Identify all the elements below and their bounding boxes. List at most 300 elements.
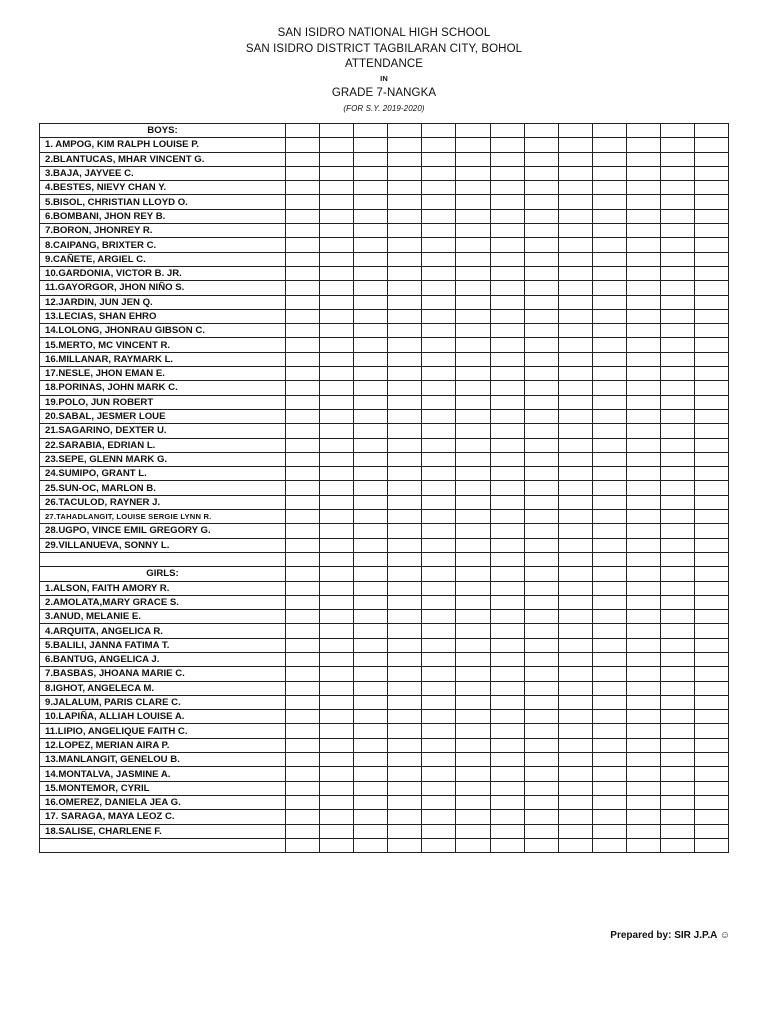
attendance-cell[interactable]	[388, 181, 422, 195]
attendance-cell[interactable]	[490, 166, 524, 180]
attendance-cell[interactable]	[320, 124, 354, 138]
attendance-cell[interactable]	[695, 409, 729, 423]
attendance-cell[interactable]	[388, 595, 422, 609]
attendance-cell[interactable]	[661, 266, 695, 280]
attendance-cell[interactable]	[388, 638, 422, 652]
attendance-cell[interactable]	[320, 695, 354, 709]
attendance-cell[interactable]	[558, 124, 592, 138]
attendance-cell[interactable]	[524, 452, 558, 466]
attendance-cell[interactable]	[490, 367, 524, 381]
attendance-cell[interactable]	[422, 209, 456, 223]
attendance-cell[interactable]	[320, 738, 354, 752]
attendance-cell[interactable]	[354, 567, 388, 581]
attendance-cell[interactable]	[354, 753, 388, 767]
attendance-cell[interactable]	[490, 467, 524, 481]
attendance-cell[interactable]	[320, 166, 354, 180]
attendance-cell[interactable]	[286, 438, 320, 452]
attendance-cell[interactable]	[286, 224, 320, 238]
attendance-cell[interactable]	[558, 181, 592, 195]
attendance-cell[interactable]	[320, 795, 354, 809]
attendance-cell[interactable]	[661, 652, 695, 666]
attendance-cell[interactable]	[320, 781, 354, 795]
attendance-cell[interactable]	[592, 781, 626, 795]
attendance-cell[interactable]	[320, 266, 354, 280]
attendance-cell[interactable]	[354, 467, 388, 481]
attendance-cell[interactable]	[524, 195, 558, 209]
attendance-cell[interactable]	[490, 152, 524, 166]
attendance-cell[interactable]	[626, 252, 660, 266]
attendance-cell[interactable]	[388, 581, 422, 595]
attendance-cell[interactable]	[490, 209, 524, 223]
attendance-cell[interactable]	[354, 266, 388, 280]
attendance-cell[interactable]	[388, 352, 422, 366]
attendance-cell[interactable]	[320, 824, 354, 838]
attendance-cell[interactable]	[456, 724, 490, 738]
attendance-cell[interactable]	[490, 352, 524, 366]
attendance-cell[interactable]	[592, 638, 626, 652]
attendance-cell[interactable]	[286, 624, 320, 638]
attendance-cell[interactable]	[422, 424, 456, 438]
attendance-cell[interactable]	[626, 781, 660, 795]
attendance-cell[interactable]	[456, 324, 490, 338]
attendance-cell[interactable]	[286, 467, 320, 481]
attendance-cell[interactable]	[320, 481, 354, 495]
attendance-cell[interactable]	[388, 681, 422, 695]
attendance-cell[interactable]	[524, 281, 558, 295]
attendance-cell[interactable]	[626, 409, 660, 423]
attendance-cell[interactable]	[695, 695, 729, 709]
attendance-cell[interactable]	[524, 467, 558, 481]
attendance-cell[interactable]	[286, 124, 320, 138]
attendance-cell[interactable]	[286, 381, 320, 395]
attendance-cell[interactable]	[626, 195, 660, 209]
attendance-cell[interactable]	[524, 795, 558, 809]
attendance-cell[interactable]	[626, 652, 660, 666]
attendance-cell[interactable]	[286, 724, 320, 738]
attendance-cell[interactable]	[456, 810, 490, 824]
attendance-cell[interactable]	[626, 538, 660, 552]
attendance-cell[interactable]	[286, 753, 320, 767]
attendance-cell[interactable]	[490, 510, 524, 524]
attendance-cell[interactable]	[354, 738, 388, 752]
attendance-cell[interactable]	[456, 667, 490, 681]
attendance-cell[interactable]	[422, 767, 456, 781]
attendance-cell[interactable]	[286, 795, 320, 809]
attendance-cell[interactable]	[388, 624, 422, 638]
attendance-cell[interactable]	[695, 281, 729, 295]
attendance-cell[interactable]	[422, 181, 456, 195]
attendance-cell[interactable]	[661, 381, 695, 395]
attendance-cell[interactable]	[592, 624, 626, 638]
attendance-cell[interactable]	[354, 238, 388, 252]
attendance-cell[interactable]	[490, 138, 524, 152]
attendance-cell[interactable]	[388, 753, 422, 767]
attendance-cell[interactable]	[592, 281, 626, 295]
attendance-cell[interactable]	[695, 824, 729, 838]
attendance-cell[interactable]	[388, 538, 422, 552]
attendance-cell[interactable]	[456, 552, 490, 566]
attendance-cell[interactable]	[661, 395, 695, 409]
attendance-cell[interactable]	[592, 810, 626, 824]
attendance-cell[interactable]	[524, 567, 558, 581]
attendance-cell[interactable]	[592, 767, 626, 781]
attendance-cell[interactable]	[388, 652, 422, 666]
attendance-cell[interactable]	[661, 138, 695, 152]
attendance-cell[interactable]	[524, 424, 558, 438]
attendance-cell[interactable]	[695, 667, 729, 681]
attendance-cell[interactable]	[558, 352, 592, 366]
attendance-cell[interactable]	[626, 138, 660, 152]
attendance-cell[interactable]	[320, 724, 354, 738]
attendance-cell[interactable]	[490, 438, 524, 452]
attendance-cell[interactable]	[524, 838, 558, 852]
attendance-cell[interactable]	[422, 438, 456, 452]
attendance-cell[interactable]	[695, 138, 729, 152]
attendance-cell[interactable]	[626, 295, 660, 309]
attendance-cell[interactable]	[695, 309, 729, 323]
attendance-cell[interactable]	[695, 338, 729, 352]
attendance-cell[interactable]	[592, 724, 626, 738]
attendance-cell[interactable]	[286, 452, 320, 466]
attendance-cell[interactable]	[286, 395, 320, 409]
attendance-cell[interactable]	[456, 209, 490, 223]
attendance-cell[interactable]	[320, 595, 354, 609]
attendance-cell[interactable]	[524, 352, 558, 366]
attendance-cell[interactable]	[388, 567, 422, 581]
attendance-cell[interactable]	[320, 810, 354, 824]
attendance-cell[interactable]	[558, 838, 592, 852]
attendance-cell[interactable]	[558, 753, 592, 767]
attendance-cell[interactable]	[456, 438, 490, 452]
attendance-cell[interactable]	[422, 381, 456, 395]
attendance-cell[interactable]	[490, 252, 524, 266]
attendance-cell[interactable]	[695, 438, 729, 452]
attendance-cell[interactable]	[661, 409, 695, 423]
attendance-cell[interactable]	[524, 510, 558, 524]
attendance-cell[interactable]	[592, 581, 626, 595]
attendance-cell[interactable]	[354, 710, 388, 724]
attendance-cell[interactable]	[422, 224, 456, 238]
attendance-cell[interactable]	[626, 309, 660, 323]
attendance-cell[interactable]	[354, 767, 388, 781]
attendance-cell[interactable]	[695, 724, 729, 738]
attendance-cell[interactable]	[524, 738, 558, 752]
attendance-cell[interactable]	[695, 738, 729, 752]
attendance-cell[interactable]	[388, 824, 422, 838]
attendance-cell[interactable]	[661, 581, 695, 595]
attendance-cell[interactable]	[286, 538, 320, 552]
attendance-cell[interactable]	[456, 710, 490, 724]
attendance-cell[interactable]	[695, 753, 729, 767]
attendance-cell[interactable]	[456, 824, 490, 838]
attendance-cell[interactable]	[456, 781, 490, 795]
attendance-cell[interactable]	[490, 810, 524, 824]
attendance-cell[interactable]	[695, 838, 729, 852]
attendance-cell[interactable]	[558, 152, 592, 166]
attendance-cell[interactable]	[490, 481, 524, 495]
attendance-cell[interactable]	[422, 281, 456, 295]
attendance-cell[interactable]	[626, 438, 660, 452]
attendance-cell[interactable]	[388, 795, 422, 809]
attendance-cell[interactable]	[661, 424, 695, 438]
attendance-cell[interactable]	[661, 710, 695, 724]
attendance-cell[interactable]	[558, 224, 592, 238]
attendance-cell[interactable]	[422, 552, 456, 566]
attendance-cell[interactable]	[320, 309, 354, 323]
attendance-cell[interactable]	[456, 309, 490, 323]
attendance-cell[interactable]	[354, 595, 388, 609]
attendance-cell[interactable]	[354, 252, 388, 266]
attendance-cell[interactable]	[286, 338, 320, 352]
attendance-cell[interactable]	[286, 652, 320, 666]
attendance-cell[interactable]	[490, 381, 524, 395]
attendance-cell[interactable]	[422, 495, 456, 509]
attendance-cell[interactable]	[320, 838, 354, 852]
attendance-cell[interactable]	[320, 281, 354, 295]
attendance-cell[interactable]	[286, 324, 320, 338]
attendance-cell[interactable]	[286, 152, 320, 166]
attendance-cell[interactable]	[695, 467, 729, 481]
attendance-cell[interactable]	[422, 367, 456, 381]
attendance-cell[interactable]	[524, 724, 558, 738]
attendance-cell[interactable]	[558, 710, 592, 724]
attendance-cell[interactable]	[388, 738, 422, 752]
attendance-cell[interactable]	[354, 795, 388, 809]
attendance-cell[interactable]	[695, 567, 729, 581]
attendance-cell[interactable]	[490, 195, 524, 209]
attendance-cell[interactable]	[320, 510, 354, 524]
attendance-cell[interactable]	[286, 424, 320, 438]
attendance-cell[interactable]	[388, 381, 422, 395]
attendance-cell[interactable]	[388, 510, 422, 524]
attendance-cell[interactable]	[456, 610, 490, 624]
attendance-cell[interactable]	[456, 681, 490, 695]
attendance-cell[interactable]	[422, 395, 456, 409]
attendance-cell[interactable]	[456, 381, 490, 395]
attendance-cell[interactable]	[490, 266, 524, 280]
attendance-cell[interactable]	[388, 610, 422, 624]
attendance-cell[interactable]	[524, 495, 558, 509]
attendance-cell[interactable]	[456, 524, 490, 538]
attendance-cell[interactable]	[524, 438, 558, 452]
attendance-cell[interactable]	[456, 638, 490, 652]
attendance-cell[interactable]	[320, 452, 354, 466]
attendance-cell[interactable]	[354, 824, 388, 838]
attendance-cell[interactable]	[558, 209, 592, 223]
attendance-cell[interactable]	[388, 367, 422, 381]
attendance-cell[interactable]	[490, 495, 524, 509]
attendance-cell[interactable]	[286, 295, 320, 309]
attendance-cell[interactable]	[320, 152, 354, 166]
attendance-cell[interactable]	[661, 166, 695, 180]
attendance-cell[interactable]	[422, 695, 456, 709]
attendance-cell[interactable]	[286, 595, 320, 609]
attendance-cell[interactable]	[320, 710, 354, 724]
attendance-cell[interactable]	[524, 481, 558, 495]
attendance-cell[interactable]	[490, 395, 524, 409]
attendance-cell[interactable]	[524, 753, 558, 767]
attendance-cell[interactable]	[320, 252, 354, 266]
attendance-cell[interactable]	[626, 824, 660, 838]
attendance-cell[interactable]	[558, 581, 592, 595]
attendance-cell[interactable]	[456, 753, 490, 767]
attendance-cell[interactable]	[354, 224, 388, 238]
attendance-cell[interactable]	[490, 724, 524, 738]
attendance-cell[interactable]	[422, 166, 456, 180]
attendance-cell[interactable]	[388, 710, 422, 724]
attendance-cell[interactable]	[388, 552, 422, 566]
attendance-cell[interactable]	[558, 652, 592, 666]
attendance-cell[interactable]	[456, 367, 490, 381]
attendance-cell[interactable]	[592, 595, 626, 609]
attendance-cell[interactable]	[524, 166, 558, 180]
attendance-cell[interactable]	[626, 481, 660, 495]
attendance-cell[interactable]	[354, 681, 388, 695]
attendance-cell[interactable]	[661, 181, 695, 195]
attendance-cell[interactable]	[456, 452, 490, 466]
attendance-cell[interactable]	[592, 795, 626, 809]
attendance-cell[interactable]	[456, 695, 490, 709]
attendance-cell[interactable]	[456, 495, 490, 509]
attendance-cell[interactable]	[490, 524, 524, 538]
attendance-cell[interactable]	[695, 552, 729, 566]
attendance-cell[interactable]	[661, 510, 695, 524]
attendance-cell[interactable]	[388, 452, 422, 466]
attendance-cell[interactable]	[286, 767, 320, 781]
attendance-cell[interactable]	[524, 324, 558, 338]
attendance-cell[interactable]	[558, 624, 592, 638]
attendance-cell[interactable]	[661, 367, 695, 381]
attendance-cell[interactable]	[661, 324, 695, 338]
attendance-cell[interactable]	[592, 681, 626, 695]
attendance-cell[interactable]	[422, 124, 456, 138]
attendance-cell[interactable]	[456, 538, 490, 552]
attendance-cell[interactable]	[695, 238, 729, 252]
attendance-cell[interactable]	[558, 638, 592, 652]
attendance-cell[interactable]	[422, 138, 456, 152]
attendance-cell[interactable]	[422, 824, 456, 838]
attendance-cell[interactable]	[388, 695, 422, 709]
attendance-cell[interactable]	[695, 452, 729, 466]
attendance-cell[interactable]	[388, 138, 422, 152]
attendance-cell[interactable]	[388, 224, 422, 238]
attendance-cell[interactable]	[524, 767, 558, 781]
attendance-cell[interactable]	[320, 395, 354, 409]
attendance-cell[interactable]	[695, 152, 729, 166]
attendance-cell[interactable]	[592, 567, 626, 581]
attendance-cell[interactable]	[661, 338, 695, 352]
attendance-cell[interactable]	[626, 209, 660, 223]
attendance-cell[interactable]	[592, 381, 626, 395]
attendance-cell[interactable]	[456, 624, 490, 638]
attendance-cell[interactable]	[626, 667, 660, 681]
attendance-cell[interactable]	[558, 166, 592, 180]
attendance-cell[interactable]	[286, 510, 320, 524]
attendance-cell[interactable]	[354, 338, 388, 352]
attendance-cell[interactable]	[695, 424, 729, 438]
attendance-cell[interactable]	[626, 595, 660, 609]
attendance-cell[interactable]	[490, 767, 524, 781]
attendance-cell[interactable]	[354, 295, 388, 309]
attendance-cell[interactable]	[626, 452, 660, 466]
attendance-cell[interactable]	[524, 710, 558, 724]
attendance-cell[interactable]	[558, 824, 592, 838]
attendance-cell[interactable]	[558, 567, 592, 581]
attendance-cell[interactable]	[626, 266, 660, 280]
attendance-cell[interactable]	[661, 667, 695, 681]
attendance-cell[interactable]	[661, 195, 695, 209]
attendance-cell[interactable]	[592, 652, 626, 666]
attendance-cell[interactable]	[558, 266, 592, 280]
attendance-cell[interactable]	[422, 352, 456, 366]
attendance-cell[interactable]	[456, 138, 490, 152]
attendance-cell[interactable]	[320, 624, 354, 638]
attendance-cell[interactable]	[661, 467, 695, 481]
attendance-cell[interactable]	[320, 638, 354, 652]
attendance-cell[interactable]	[354, 810, 388, 824]
attendance-cell[interactable]	[286, 266, 320, 280]
attendance-cell[interactable]	[490, 781, 524, 795]
attendance-cell[interactable]	[626, 753, 660, 767]
attendance-cell[interactable]	[422, 481, 456, 495]
attendance-cell[interactable]	[524, 252, 558, 266]
attendance-cell[interactable]	[592, 195, 626, 209]
attendance-cell[interactable]	[592, 138, 626, 152]
attendance-cell[interactable]	[626, 395, 660, 409]
attendance-cell[interactable]	[661, 252, 695, 266]
attendance-cell[interactable]	[524, 681, 558, 695]
attendance-cell[interactable]	[354, 381, 388, 395]
attendance-cell[interactable]	[490, 695, 524, 709]
attendance-cell[interactable]	[456, 567, 490, 581]
attendance-cell[interactable]	[558, 452, 592, 466]
attendance-cell[interactable]	[456, 767, 490, 781]
attendance-cell[interactable]	[388, 209, 422, 223]
attendance-cell[interactable]	[388, 767, 422, 781]
attendance-cell[interactable]	[422, 152, 456, 166]
attendance-cell[interactable]	[592, 838, 626, 852]
attendance-cell[interactable]	[661, 438, 695, 452]
attendance-cell[interactable]	[558, 795, 592, 809]
attendance-cell[interactable]	[286, 781, 320, 795]
attendance-cell[interactable]	[524, 824, 558, 838]
attendance-cell[interactable]	[320, 295, 354, 309]
attendance-cell[interactable]	[524, 381, 558, 395]
attendance-cell[interactable]	[422, 324, 456, 338]
attendance-cell[interactable]	[490, 538, 524, 552]
attendance-cell[interactable]	[354, 452, 388, 466]
attendance-cell[interactable]	[695, 181, 729, 195]
attendance-cell[interactable]	[320, 338, 354, 352]
attendance-cell[interactable]	[626, 695, 660, 709]
attendance-cell[interactable]	[592, 152, 626, 166]
attendance-cell[interactable]	[695, 495, 729, 509]
attendance-cell[interactable]	[354, 166, 388, 180]
attendance-cell[interactable]	[388, 524, 422, 538]
attendance-cell[interactable]	[524, 409, 558, 423]
attendance-cell[interactable]	[592, 338, 626, 352]
attendance-cell[interactable]	[456, 481, 490, 495]
attendance-cell[interactable]	[558, 195, 592, 209]
attendance-cell[interactable]	[558, 510, 592, 524]
attendance-cell[interactable]	[354, 409, 388, 423]
attendance-cell[interactable]	[388, 252, 422, 266]
attendance-cell[interactable]	[354, 667, 388, 681]
attendance-cell[interactable]	[558, 252, 592, 266]
attendance-cell[interactable]	[286, 281, 320, 295]
attendance-cell[interactable]	[558, 524, 592, 538]
attendance-cell[interactable]	[524, 538, 558, 552]
